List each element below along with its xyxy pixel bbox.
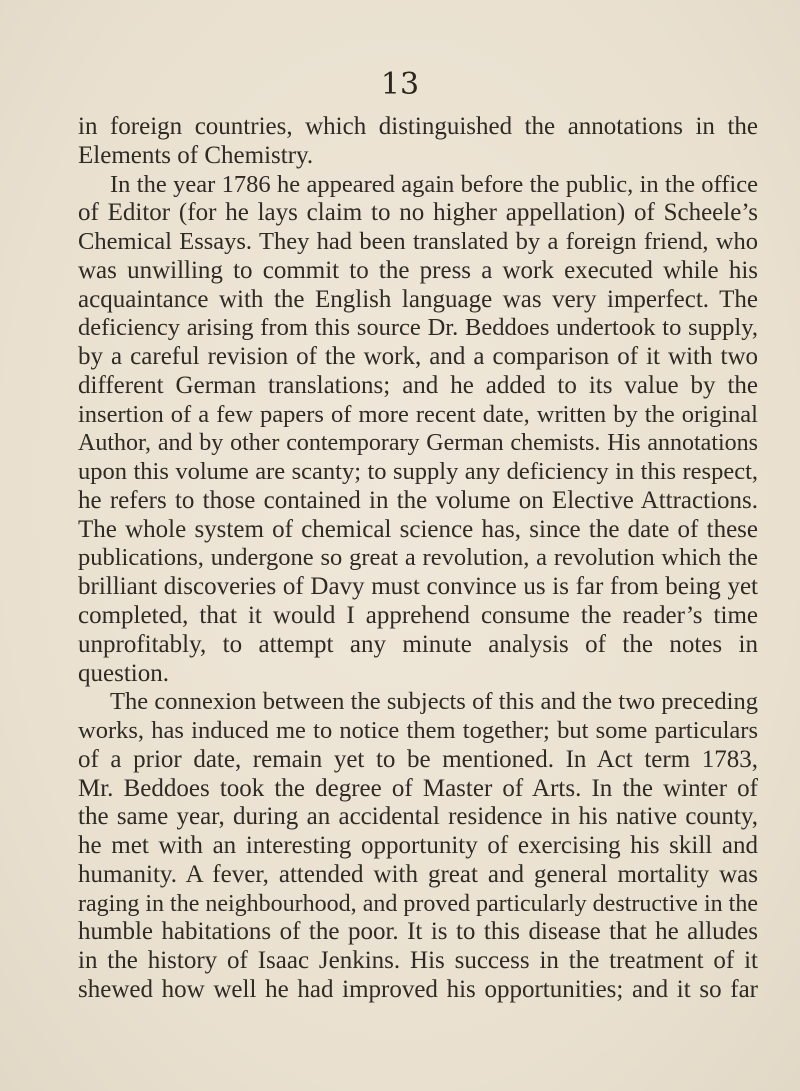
text-line: unprofitably, to attempt any minute analysis of the notes in	[78, 630, 758, 658]
text-line: publications, undergone so great a revolution, a revolution which the	[78, 544, 758, 572]
text-line: raging in the neighbourhood, and proved particularly destructive in the	[78, 890, 758, 917]
text-line: Elements of Chemistry.	[78, 141, 314, 169]
text-line: Author, and by other contemporary German chemists. His annotations	[78, 430, 758, 457]
text-line: works, has induced me to notice them together; but some particulars	[78, 717, 758, 745]
text-line: completed, that it would I apprehend consume the reader’s time	[78, 602, 758, 630]
text-line: in the history of Isaac Jenkins. His success in the treatment of it	[78, 947, 758, 975]
text-line: in foreign countries, which distinguished the annotations in the	[78, 113, 758, 140]
text-line: different German translations; and he added to its value by the	[78, 371, 758, 399]
text-line: In the year 1786 he appeared again before the public, in the office	[110, 170, 758, 198]
text-line: was unwilling to commit to the press a work executed while his	[78, 256, 758, 284]
text-line: The whole system of chemical science has, since the date of these	[78, 515, 758, 543]
text-line: The connexion between the subjects of this and the two preceding	[110, 688, 758, 716]
text-line: upon this volume are scanty; to supply any deficiency in this respect,	[78, 458, 758, 486]
body-text	[78, 113, 758, 1005]
text-line: he met with an interesting opportunity of exercising his skill and	[78, 832, 758, 860]
text-line: question.	[78, 659, 169, 687]
text-line: of a prior date, remain yet to be mentioned. In Act term 1783,	[78, 745, 758, 773]
text-line: by a careful revision of the work, and a comparison of it with two	[78, 343, 758, 371]
text-line: insertion of a few papers of more recent date, written by the original	[78, 400, 758, 428]
text-line: deficiency arising from this source Dr. Beddoes undertook to supply,	[78, 314, 758, 342]
text-line: shewed how well he had improved his opportunities; and it so far	[78, 975, 758, 1003]
text-line: the same year, during an accidental residence in his native county,	[78, 803, 758, 831]
text-line: he refers to those contained in the volume on Elective Attractions.	[78, 486, 758, 514]
text-line: Mr. Beddoes took the degree of Master of Arts. In the winter of	[78, 774, 758, 802]
text-line: humanity. A fever, attended with great and general mortality was	[78, 860, 758, 888]
text-line: humble habitations of the poor. It is to this disease that he alludes	[78, 918, 758, 946]
page-number: 13	[380, 67, 420, 102]
text-line: brilliant discoveries of Davy must convince us is far from being yet	[78, 573, 758, 601]
text-line: Chemical Essays. They had been translated by a foreign friend, who	[78, 228, 758, 256]
text-line: acquaintance with the English language was very imperfect. The	[78, 285, 758, 313]
text-line: of Editor (for he lays claim to no higher appellation) of Scheele’s	[78, 199, 758, 227]
